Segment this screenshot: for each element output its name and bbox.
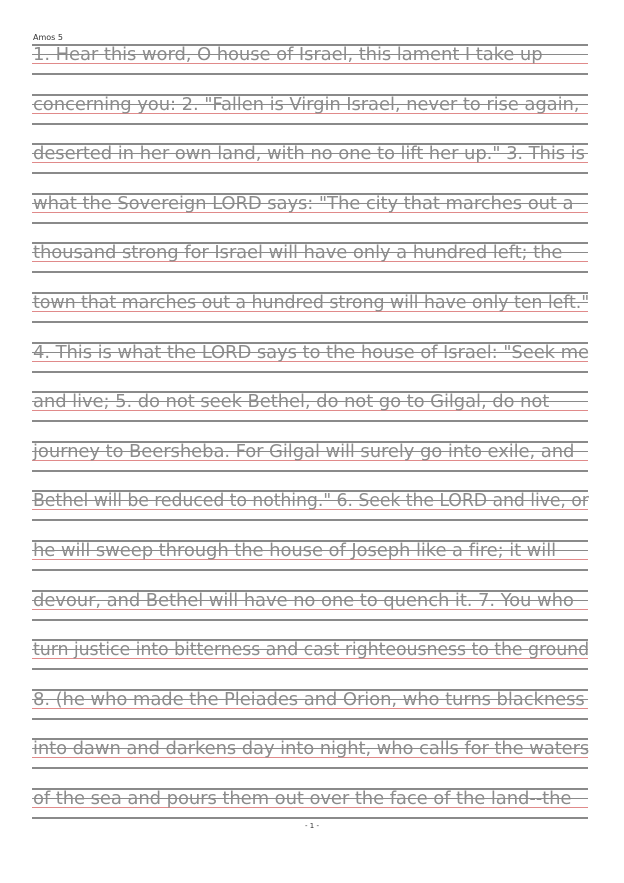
bot-guide-line	[32, 569, 588, 571]
bot-guide-line	[32, 767, 588, 769]
bot-guide-line	[32, 371, 588, 373]
tracing-text: thousand strong for Israel will have only a hundred left; the	[33, 242, 563, 264]
bot-guide-line	[32, 222, 588, 224]
tracing-text: deserted in her own land, with no one to lift her up." 3. This is	[33, 143, 585, 165]
tracing-text: journey to Beersheba. For Gilgal will surely go into exile, and	[33, 440, 575, 462]
bot-guide-line	[32, 470, 588, 472]
writing-row	[32, 590, 588, 621]
writing-row	[32, 292, 588, 323]
bot-guide-line	[32, 619, 588, 621]
bot-guide-line	[32, 321, 588, 323]
writing-row	[32, 490, 588, 521]
bot-guide-line	[32, 73, 588, 75]
writing-row	[32, 342, 588, 373]
tracing-text: he will sweep through the house of Joseph like a fire; it will	[33, 540, 556, 561]
page-header: Amos 5	[33, 33, 63, 42]
bot-guide-line	[32, 172, 588, 174]
tracing-text: 4. This is what the LORD says to the house of Israel: "Seek me	[33, 341, 590, 363]
tracing-text: town that marches out a hundred strong will have only ten left."	[33, 292, 590, 313]
tracing-text: 1. Hear this word, O house of Israel, this lament I take up	[33, 44, 543, 65]
bot-guide-line	[32, 123, 588, 125]
writing-row	[32, 242, 588, 273]
bot-guide-line	[32, 668, 588, 670]
writing-row	[32, 639, 588, 670]
bot-guide-line	[32, 519, 588, 521]
writing-row	[32, 94, 588, 125]
writing-row	[32, 689, 588, 720]
writing-row	[32, 193, 588, 224]
tracing-text: 8. (he who made the Pleiades and Orion, who turns blackness	[33, 688, 585, 710]
writing-row	[32, 738, 588, 769]
tracing-text: concerning you: 2. "Fallen is Virgin Israel, never to rise again,	[33, 93, 580, 115]
bot-guide-line	[32, 718, 588, 720]
tracing-text: and live; 5. do not seek Bethel, do not go to Gilgal, do not	[33, 391, 550, 413]
tracing-text: Bethel will be reduced to nothing." 6. Seek the LORD and live, or	[33, 490, 589, 512]
bot-guide-line	[32, 420, 588, 422]
page-number: - 1 -	[305, 822, 319, 830]
writing-row	[32, 143, 588, 174]
bot-guide-line	[32, 271, 588, 273]
tracing-text: into dawn and darkens day into night, who calls for the waters	[33, 738, 590, 760]
writing-row	[32, 441, 588, 472]
bot-guide-line	[32, 817, 588, 819]
tracing-text: turn justice into bitterness and cast righteousness to the ground	[33, 639, 590, 661]
writing-row	[32, 391, 588, 422]
tracing-text: of the sea and pours them out over the face of the land--the	[33, 788, 572, 809]
writing-row	[32, 540, 588, 571]
tracing-text: devour, and Bethel will have no one to quench it. 7. You who	[33, 589, 574, 611]
writing-row	[32, 788, 588, 819]
writing-row	[32, 44, 588, 75]
tracing-text: what the Sovereign LORD says: "The city that marches out a	[33, 192, 574, 214]
